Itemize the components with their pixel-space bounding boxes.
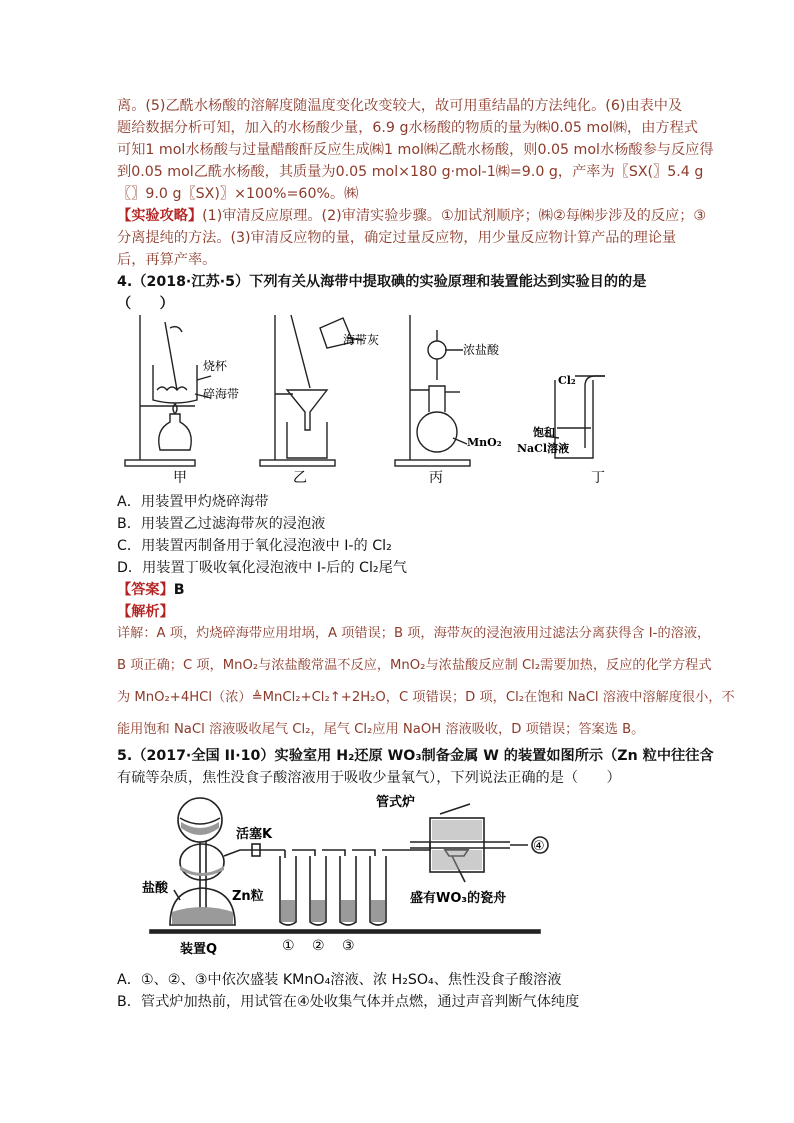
bing-flask [417,412,457,452]
label-zn: Zn粒 [232,889,264,904]
analysis-line-3: 为 MnO₂+4HCl（浓）≜MnCl₂+Cl₂↑+2H₂O，C 项错误；D 项，Cl₂在饱和 NaCl 溶液中溶解度很小，不 [117,690,735,705]
analysis-label: 【解析】 [117,604,174,620]
strategy-label: 【实验攻略】 [117,208,203,224]
label-furnace: 管式炉 [376,795,416,810]
cap-ding: 丁 [591,470,605,486]
bing-label-mno2: MnO₂ [467,436,502,449]
q4-option-a: A．用装置甲灼烧碎海带 [117,494,269,510]
bing-label-hcl: 浓盐酸 [463,343,500,357]
analysis-line-4: 能用饱和 NaCl 溶液吸收尾气 Cl₂，尾气 Cl₂应用 NaOH 溶液吸收，D 项错误；答案选 B。 [117,722,645,737]
analysis-line-2: B 项正确；C 项，MnO₂与浓盐酸常温不反应，MnO₂与浓盐酸反应制 Cl₂需要加热，反应的化学方程式 [117,658,712,673]
label-n4: ④ [533,839,545,854]
answer-label: 【答案】 [117,582,174,598]
prev-line-1: 离。(5)乙酰水杨酸的溶解度随温度变化改变较大，故可用重结晶的方法纯化。(6)由表中及 [117,98,683,114]
prev-line-2: 题给数据分析可知，加入的水杨酸少量，6.9 g水杨酸的物质的量为㈱0.05 mol㈱，由方程式 [117,120,698,136]
cap-yi: 乙 [293,470,307,486]
prev-line-3: 可知1 mol水杨酸与过量醋酸酐反应生成㈱1 mol㈱乙酰水杨酸，则0.05 mol水杨酸参与反应得 [117,142,714,158]
q4-option-d: D．用装置丁吸收氧化浸泡液中 I-后的 Cl₂尾气 [117,560,407,576]
q4-option-c: C．用装置丙制备用于氧化浸泡液中 I-的 Cl₂ [117,538,392,554]
strategy-line-2: 分离提纯的方法。(3)审清反应物的量，确定过量反应物，用少量反应物计算产品的理论量 [117,230,677,246]
prev-line-5: 〖〗9.0 g〖SX)〗×100%=60%。㈱ [117,186,359,202]
jia-label-seaweed: 碎海带 [203,387,240,401]
prev-line-4: 到0.05 mol乙酰水杨酸，其质量为0.05 mol×180 g·mol-1㈱=9.0 g，产率为〖SX(〗5.4 g [117,164,704,180]
jia-alcohol-lamp [159,414,192,450]
label-device-q: 装置Q [180,942,218,957]
q4-stem-1: 4.（2018·江苏·5）下列有关从海带中提取碘的实验原理和装置能达到实验目的的是 [117,274,647,290]
bench [150,930,540,933]
strategy-line-1 [117,206,706,226]
q4-apparatus-figure [115,310,635,490]
label-n1: ① [282,938,295,954]
cap-jia: 甲 [173,470,187,486]
analysis-line-1: 详解：A 项，灼烧碎海带应用坩埚，A 项错误；B 项，海带灰的浸泡液用过滤法分离获得含 I-的溶液， [117,626,711,641]
ding-label-nacl: NaCl溶液 [517,442,570,455]
label-valve-k: 活塞K [236,827,273,842]
q5-option-b: B．管式炉加热前，用试管在④处收集气体并点燃，通过声音判断气体纯度 [117,994,580,1010]
answer-value: B [173,582,185,598]
bing-sep-funnel [428,341,446,359]
q4-option-b: B．用装置乙过滤海带灰的浸泡液 [117,516,326,532]
jia-beaker [153,365,197,403]
strategy-text-1: (1)审清反应原理。(2)审清实验步骤。①加试剂顺序；㈱②每㈱步涉及的反应；③ [202,208,707,224]
q5-stem-2: 有硫等杂质，焦性没食子酸溶液用于吸收少量氧气），下列说法正确的是（ ） [117,770,621,786]
jia-label-beaker: 烧杯 [203,359,228,373]
q4-stem-2: （ ） [117,296,174,312]
jia-stand-base [125,460,195,466]
q5-apparatus-figure [140,790,560,960]
q5-stem-1: 5.（2017·全国 II·10）实验室用 H₂还原 WO₃制备金属 W 的装置如图所示（Zn 粒中往往含 [117,748,714,764]
yi-label-ash: 海带灰 [343,333,380,347]
label-n2: ② [312,938,325,954]
strategy-line-3: 后，再算产率。 [117,252,217,268]
cap-bing: 丙 [429,470,443,486]
q4-answer-line [117,580,185,600]
label-n3: ③ [342,938,355,954]
label-acid: 盐酸 [142,881,169,896]
yi-funnel [287,390,327,430]
label-boat: 盛有WO₃的瓷舟 [410,891,507,906]
yi-beaker [287,422,327,458]
ding-label-saturated: 饱和 [533,426,555,439]
q5-option-a: A．①、②、③中依次盛装 KMnO₄溶液、浓 H₂SO₄、焦性没食子酸溶液 [117,972,562,988]
ding-label-cl2: Cl₂ [558,374,576,387]
